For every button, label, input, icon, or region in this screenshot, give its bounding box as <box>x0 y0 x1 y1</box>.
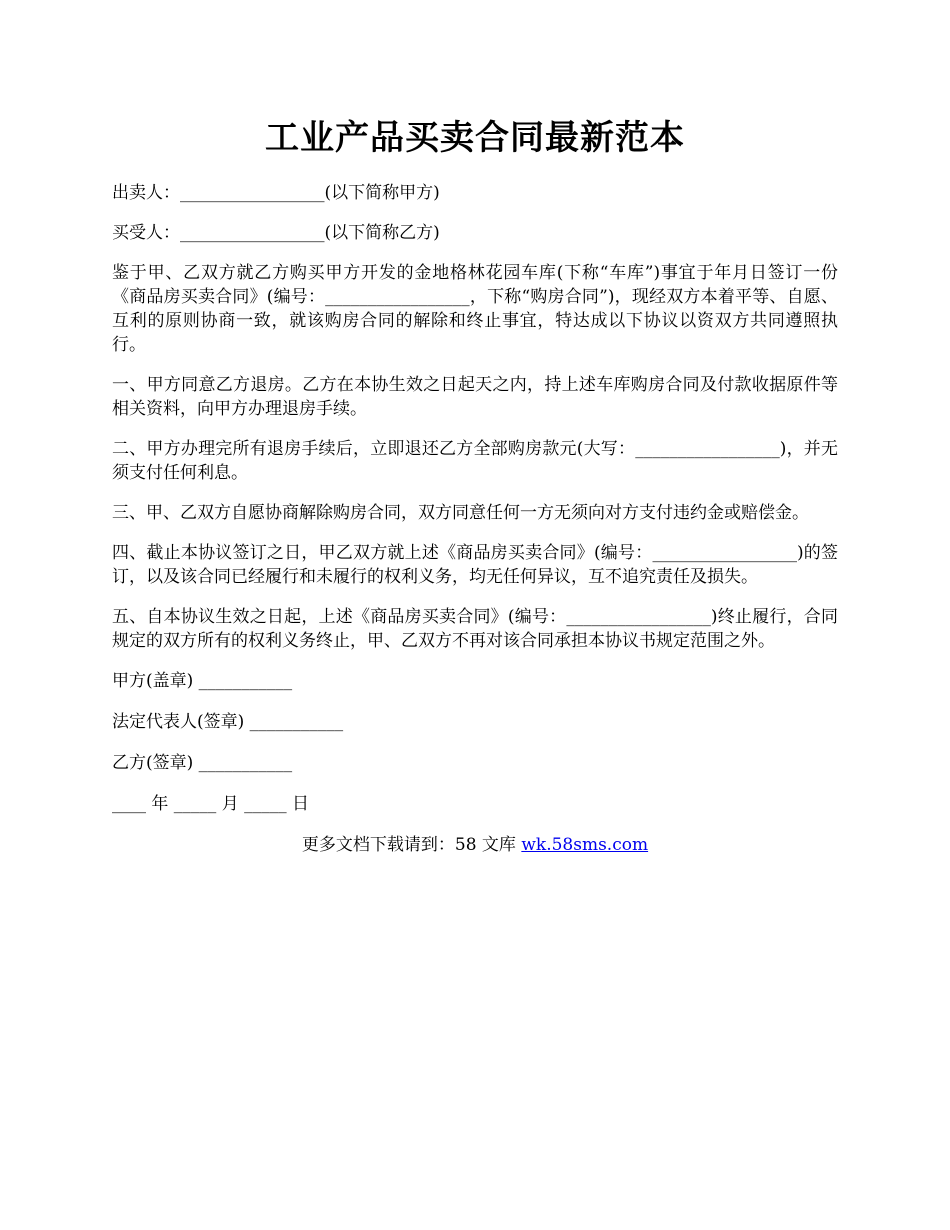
clause-1: 一、甲方同意乙方退房。乙方在本协生效之日起天之内，持上述车库购房合同及付款收据原件等相关资料，向甲方办理退房手续。 <box>112 375 838 419</box>
document-title: 工业产品买卖合同最新范本 <box>265 118 685 158</box>
legal-rep-signature-line: 法定代表人(签章) ___________ <box>112 712 344 732</box>
party-a-seal-line: 甲方(盖章) ___________ <box>112 671 293 691</box>
seller-line: 出卖人：_________________(以下简称甲方) <box>112 183 440 203</box>
clause-4: 四、截止本协议签订之日，甲乙双方就上述《商品房买卖合同》(编号：_________________)的签订，以及该合同已经履行和未履行的权利义务，均无任何异议，互不追究责任及损失。 <box>112 543 838 587</box>
clause-5: 五、自本协议生效之日起，上述《商品房买卖合同》(编号：_________________)终止履行，合同规定的双方所有的权利义务终止，甲、乙双方不再对该合同承担本协议书规定范围之外。 <box>112 607 838 651</box>
buyer-line: 买受人：_________________(以下简称乙方) <box>112 223 440 243</box>
footer <box>112 833 838 857</box>
clause-2: 二、甲方办理完所有退房手续后，立即退还乙方全部购房款元(大写：_________________)，并无须支付任何利息。 <box>112 439 838 483</box>
party-b-signature-line: 乙方(签章) ___________ <box>112 753 293 773</box>
date-line: ____ 年 _____ 月 _____ 日 <box>112 794 310 814</box>
footer-link[interactable]: wk.58sms.com <box>521 835 649 855</box>
clause-3: 三、甲、乙双方自愿协商解除购房合同，双方同意任何一方无须向对方支付违约金或赔偿金。 <box>112 503 809 523</box>
preamble-paragraph: 鉴于甲、乙双方就乙方购买甲方开发的金地格林花园车库(下称“车库”)事宜于年月日签订一份《商品房买卖合同》(编号：_________________，下称“购房合同”)，现经双方本着平等、自愿、互利的原则协商一致，就该购房合同的解除和终止事宜，特达成以下协议以资双方共同遵照执行。 <box>112 263 838 355</box>
footer-text: 更多文档下载请到：58 文库 <box>301 835 522 855</box>
